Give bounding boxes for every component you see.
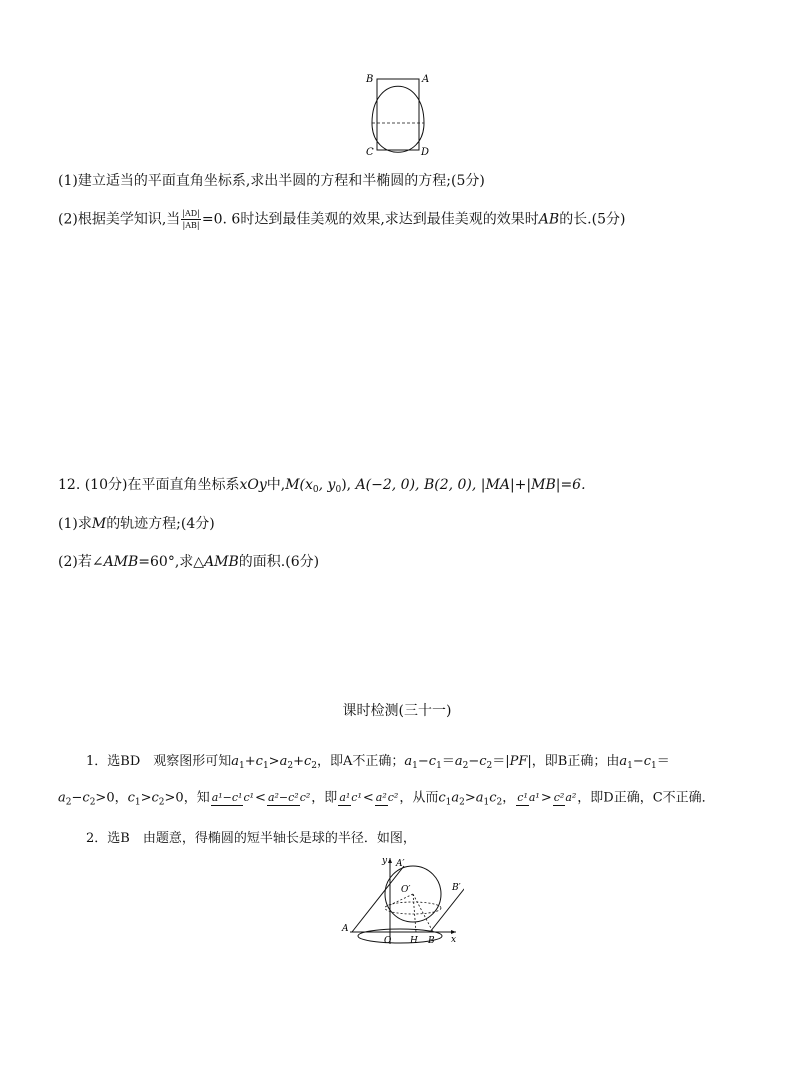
var-c: c (151, 790, 159, 806)
x-axis-arrow (451, 930, 456, 934)
ratio-numerator: |AD| (182, 209, 200, 218)
label-h: H (410, 936, 418, 946)
var-c: c (127, 790, 135, 806)
op: − (468, 754, 480, 769)
sub: 1 (651, 761, 657, 771)
label-b: B (366, 74, 374, 85)
q12-stem-prefix: 12. (10分)在平面直角坐标系 (58, 477, 240, 493)
var-c: c (82, 790, 90, 806)
op: ＝ (441, 754, 455, 769)
q12-triangle: AMB (204, 554, 239, 570)
op: + (293, 754, 304, 769)
fraction-4-num: a² (375, 791, 387, 804)
q11-part1-text: (1)建立适当的平面直角坐标系,求出半圆的方程和半椭圆的方程;(5分) (58, 173, 485, 189)
answer-1-line-2 (58, 784, 715, 813)
q12-m-sub1: 0 (335, 485, 342, 495)
label-c: C (366, 147, 374, 158)
q12-point-a: A(−2, 0), (355, 477, 424, 493)
sub: 2 (65, 797, 72, 808)
q11-part2 (58, 209, 625, 230)
ratio-denominator: |AB| (182, 221, 200, 230)
op: > (140, 790, 152, 806)
sub: 1 (627, 761, 633, 771)
sub: 1 (483, 797, 490, 808)
q12-point-m-end: ), (341, 477, 356, 493)
q11-part2-suffix: 的长.(5分) (559, 211, 626, 228)
q12-point-m: M(x (285, 477, 313, 493)
label-o: O (384, 936, 392, 946)
semi-ellipse-bottom (372, 123, 424, 152)
q11-part2-var: AB (538, 211, 560, 228)
op: ＝| (492, 754, 510, 769)
q12-part1-prefix: (1)求 (58, 516, 92, 532)
sub: 2 (158, 797, 165, 808)
fraction-3-den: c¹ (351, 791, 362, 804)
q12-xoy: xOy (239, 477, 267, 493)
q12-m-sub0: 0 (312, 485, 319, 495)
tangent-line-left (352, 866, 404, 932)
y-axis-arrow (388, 858, 392, 863)
fraction-2-num: a²−c² (267, 791, 299, 804)
var-a: a (451, 790, 460, 806)
fraction-3 (338, 784, 362, 812)
rectangle-abcd (377, 79, 419, 150)
var-c: c (643, 754, 652, 769)
a1-text-7: ，从而 (399, 790, 439, 806)
fraction-1 (211, 784, 254, 812)
a1-text-6: ，即 (311, 790, 338, 806)
label-a: A (422, 74, 430, 85)
q12-point-m-mid: , y (318, 477, 336, 493)
var-pf: PF (509, 754, 528, 769)
q11-part1 (58, 172, 485, 190)
var-c: c (489, 790, 497, 806)
a1-text-9: ，即D正确，C不正确． (577, 790, 715, 806)
a1-text-4: >0， (95, 790, 128, 806)
op: < (255, 790, 266, 806)
line-o-prime-a (388, 894, 413, 906)
answer-2: 2．选B 由题意，得椭圆的短半轴长是球的半径．如图， (86, 831, 416, 846)
label-a: A (342, 924, 349, 934)
q11-part2-mid: =0. 6时达到最佳美观的效果,求达到最佳美观的效果时 (201, 211, 539, 228)
sub: 1 (436, 761, 442, 771)
a1-text-2: ，即A不正确； (317, 754, 405, 769)
answer-1-line-1 (86, 753, 670, 771)
line-o-prime-h (413, 894, 416, 932)
fraction-6 (553, 784, 577, 812)
op: − (417, 754, 429, 769)
fraction-6-den: a² (565, 791, 577, 804)
q12-condition: |MA|+|MB|=6. (480, 477, 586, 493)
a1-text-1: 1．选BD 观察图形可知 (86, 754, 232, 769)
ratio-fraction (181, 209, 201, 230)
sub: 2 (496, 797, 503, 808)
answers-heading: 课时检测(三十一) (342, 703, 452, 719)
sub: 2 (287, 761, 294, 771)
q12-stem (58, 476, 586, 494)
q12-angle: AMB (103, 554, 139, 570)
label-y: y (382, 856, 388, 866)
op: − (71, 790, 83, 806)
op: > (268, 754, 280, 769)
op: − (632, 754, 644, 769)
var-c: c (428, 754, 437, 769)
op: + (244, 754, 256, 769)
sub: 2 (311, 761, 317, 771)
fraction-2 (267, 784, 310, 812)
var-a: a (475, 790, 484, 806)
q12-part1-var: M (91, 516, 107, 532)
q12-part2 (58, 553, 319, 571)
fraction-6-num: c² (553, 791, 565, 804)
var-a: a (404, 754, 413, 769)
var-a: a (619, 754, 628, 769)
sub: 1 (239, 761, 245, 771)
var-a: a (231, 754, 240, 769)
label-b: B (428, 936, 435, 946)
a1-text-8: ， (502, 790, 516, 806)
fraction-3-num: a¹ (339, 791, 351, 804)
var-a: a (454, 754, 463, 769)
op: > (464, 790, 476, 806)
a1-text-5: >0，知 (164, 790, 210, 806)
fraction-4-den: c² (387, 791, 399, 804)
op: ＝ (656, 754, 670, 769)
fraction-2-den: c² (299, 791, 311, 804)
label-d: D (421, 147, 430, 158)
sub: 1 (134, 797, 141, 808)
sub: 2 (462, 761, 469, 771)
fraction-5-den: a¹ (528, 791, 540, 804)
q12-stem-mid: 中, (266, 477, 286, 493)
var-a: a (279, 754, 288, 769)
q12-part1-suffix: 的轨迹方程;(4分) (106, 516, 215, 532)
sub: 2 (459, 797, 465, 808)
fraction-4 (375, 784, 399, 812)
fraction-1-num: a¹−c¹ (211, 791, 243, 804)
var-c: c (303, 754, 312, 769)
semicircle-top (372, 86, 424, 123)
op: > (540, 790, 552, 806)
fraction-5-num: c¹ (517, 791, 528, 804)
sub: 1 (262, 761, 269, 771)
q12-part1 (58, 515, 215, 533)
var-c: c (255, 754, 263, 769)
q12-part2-prefix: (2)若∠ (58, 554, 104, 570)
label-o-prime: O′ (401, 885, 411, 895)
var-c: c (479, 754, 487, 769)
sub: 2 (89, 797, 96, 808)
label-a-prime: A′ (396, 859, 405, 869)
op: < (362, 790, 374, 806)
q12-part2-mid: =60°,求△ (138, 554, 205, 570)
q11-part2-prefix: (2)根据美学知识,当 (58, 211, 181, 228)
sub: 1 (445, 797, 452, 808)
sub: 1 (412, 761, 418, 771)
label-b-prime: B′ (452, 883, 461, 893)
sphere-ellipse-figure (338, 852, 464, 948)
fraction-1-den: c¹ (243, 791, 255, 804)
a1-text-3: |，即B正确；由 (527, 754, 620, 769)
var-c: c (438, 790, 446, 806)
sub: 2 (486, 761, 493, 771)
q12-point-b: B(2, 0), (423, 477, 481, 493)
ellipse-rectangle-figure (358, 66, 438, 162)
q12-part2-suffix: 的面积.(6分) (238, 554, 320, 570)
fraction-5 (516, 784, 540, 812)
label-x: x (451, 935, 457, 945)
var-a: a (58, 790, 66, 806)
